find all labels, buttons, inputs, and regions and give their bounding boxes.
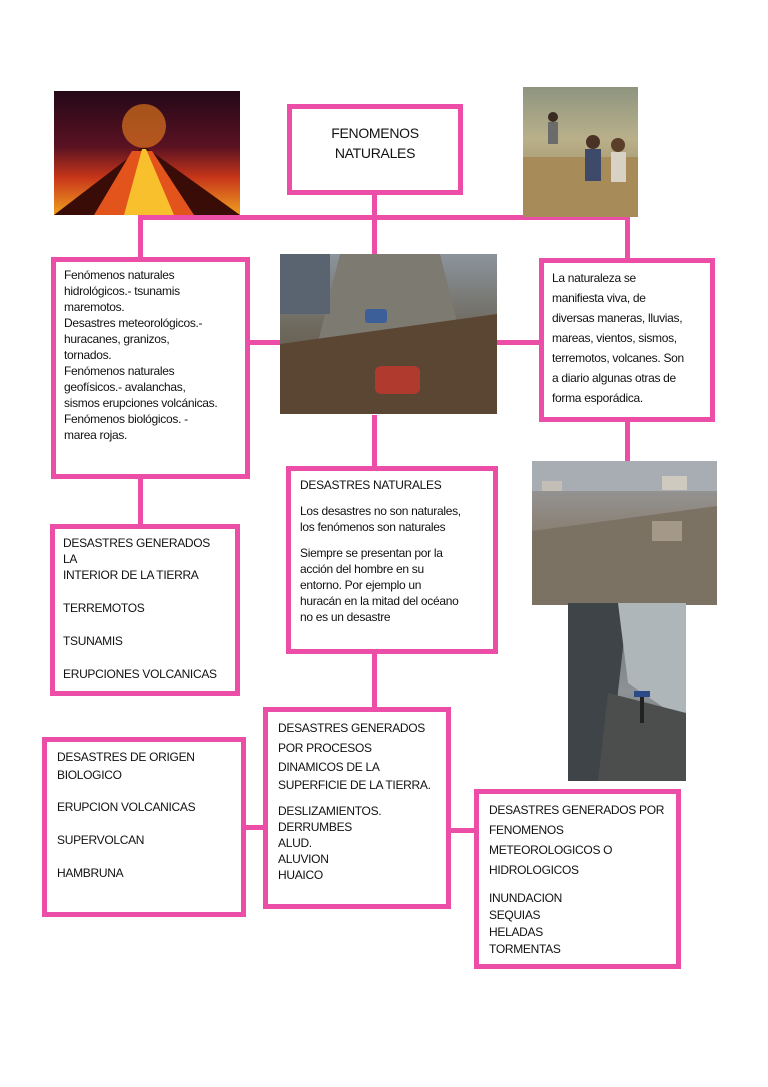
connector-bottom-left [243,825,265,830]
meteo-heading: DESASTRES GENERADOS POR FENOMENOS METEOROLOGICOS O HIDROLOGICOS [489,803,665,877]
earthquake-road-photo [280,254,497,414]
interior-heading: DESASTRES GENERADOS LA INTERIOR DE LA TIERRA [63,536,211,582]
connector-photo-down [372,415,377,470]
interior-earth-box [50,524,240,696]
connector-left-up [138,215,143,260]
phenomena-types-box [51,257,250,479]
nature-text: La naturaleza se manifiesta viva, de diversas maneras, lluvias, mareas, vientos, sismos, terremotos, volcanes. Son a diario algunas otras de forma esporádica. [552,271,684,405]
interior-item-2: TSUNAMIS [63,634,123,648]
surface-heading2: DINAMICOS DE LA SUPERFICIE DE LA TIERRA. [278,760,431,792]
meteorological-box [474,789,681,969]
title-line1: FENOMENOS [331,125,419,141]
flood-people-photo [523,87,638,217]
nature-box [539,258,715,422]
connector-center-down [372,650,377,710]
connector-left-mid [138,477,143,527]
connector-photo-right [497,340,542,345]
biological-box [42,737,246,917]
meteo-items: INUNDACION SEQUIAS HELADAS TORMENTAS [489,891,563,956]
connector-title-down [372,192,377,257]
biological-item-2: SUPERVOLCAN [57,833,145,847]
disasters-para1: Los desastres no son naturales, los fenómenos son naturales [300,504,461,534]
destroyed-city-photo [532,461,717,605]
surface-processes-box [263,707,451,909]
connector-bottom-right [447,828,477,833]
interior-item-3: ERUPCIONES VOLCANICAS [63,667,217,681]
interior-item-1: TERREMOTOS [63,601,145,615]
disasters-para2: Siempre se presentan por la acción del hombre en su entorno. Por ejemplo un huracán en la mitad del océano no es un desastre [300,546,459,624]
connector-right-up [625,215,630,260]
biological-item-1: ERUPCION VOLCANICAS [57,800,196,814]
title-box [287,104,463,195]
volcano-photo [54,91,240,215]
title-line2: NATURALES [334,145,416,161]
biological-heading: DESASTRES DE ORIGEN BIOLOGICO [57,750,195,782]
connector-right-mid [625,422,630,462]
surface-items: DESLIZAMIENTOS. DERRUMBES ALUD. ALUVION HUAICO [278,804,382,882]
tsunami-photo [568,603,686,781]
phenomena-types-text: Fenómenos naturales hidrológicos.- tsunamis maremotos. Desastres meteorológicos.- huracanes, granizos, tornados. Fenómenos naturales geofísicos.- avalanchas, sismos erupciones volcánicas. Fenómenos biológicos. - marea rojas. [64,268,218,442]
surface-heading: DESASTRES GENERADOS POR PROCESOS [278,721,426,755]
disasters-natural-box [286,466,498,654]
disasters-heading: DESASTRES NATURALES [300,478,442,492]
biological-item-3: HAMBRUNA [57,866,124,880]
connector-photo-left [248,340,280,345]
